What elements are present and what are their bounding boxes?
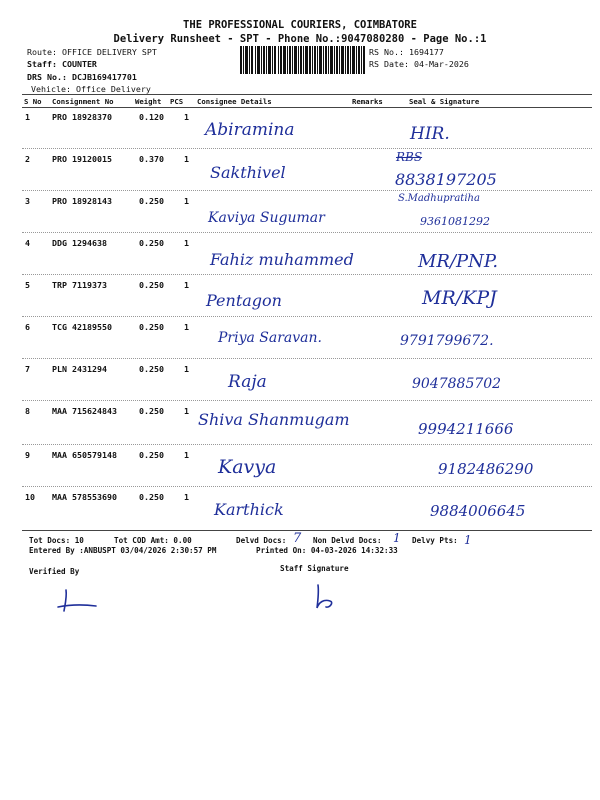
row-sno: 4: [25, 238, 30, 248]
row-sno: 5: [25, 280, 30, 290]
header-top-rule: [22, 94, 592, 95]
row-weight: 0.250: [139, 238, 164, 248]
row-pcs: 1: [184, 364, 189, 374]
signature-handwriting: 9047885702: [412, 376, 502, 392]
signature-handwriting: 9791799672.: [400, 333, 494, 349]
signature-handwriting: HIR.: [410, 124, 450, 144]
drs-number: DRS No.: DCJB169417701: [27, 72, 137, 82]
row-sno: 9: [25, 450, 30, 460]
printed-on: Printed On: 04-03-2026 14:32:33: [256, 546, 398, 555]
col-pcs: PCS: [170, 97, 184, 106]
row-pcs: 1: [184, 492, 189, 502]
row-consignment: TCG 42189550: [52, 322, 112, 332]
consignee-handwriting: Kavya: [218, 456, 277, 478]
delivered-docs-handwriting: 7: [293, 531, 302, 546]
row-weight: 0.250: [139, 492, 164, 502]
col-consignee: Consignee Details: [197, 97, 272, 106]
col-remarks: Remarks: [352, 97, 383, 106]
non-delivered-docs-label: Non Delvd Docs:: [313, 536, 382, 545]
signature-handwriting: 8838197205: [395, 170, 497, 189]
row-sno: 8: [25, 406, 30, 416]
row-divider: [22, 400, 592, 401]
header-bottom-rule: [22, 107, 592, 108]
row-weight: 0.250: [139, 196, 164, 206]
row-divider: [22, 190, 592, 191]
row-pcs: 1: [184, 406, 189, 416]
barcode: [240, 46, 365, 74]
route-label: Route: OFFICE DELIVERY SPT: [27, 47, 157, 57]
entered-by: Entered By :ANBUSPT 03/04/2026 2:30:57 PM: [29, 546, 217, 555]
company-name: THE PROFESSIONAL COURIERS, COIMBATORE: [183, 19, 417, 31]
row-pcs: 1: [184, 280, 189, 290]
consignee-handwriting: Sakthivel: [210, 163, 286, 182]
row-consignment: MAA 715624843: [52, 406, 117, 416]
consignee-handwriting: Abiramina: [205, 120, 295, 140]
runsheet-title: Delivery Runsheet - SPT - Phone No.:9047080280 - Page No.:1: [113, 33, 487, 45]
total-docs: Tot Docs: 10: [29, 536, 84, 545]
row-divider: [22, 316, 592, 317]
row-consignment: MAA 578553690: [52, 492, 117, 502]
row-weight: 0.120: [139, 112, 164, 122]
signature-handwriting: MR/PNP.: [418, 251, 499, 272]
row-pcs: 1: [184, 450, 189, 460]
staff-signature-label: Staff Signature: [280, 564, 349, 573]
row-sno: 10: [25, 492, 35, 502]
delivery-points-handwriting: 1: [464, 533, 472, 547]
row-divider: [22, 274, 592, 275]
row-consignment: PRO 18928370: [52, 112, 112, 122]
consignee-handwriting: Fahiz muhammed: [210, 250, 354, 269]
delivery-points-label: Delvy Pts:: [412, 536, 458, 545]
row-sno: 1: [25, 112, 30, 122]
row-divider: [22, 148, 592, 149]
signature-handwriting: 9994211666: [418, 420, 514, 438]
signature-scribble: RBS: [396, 150, 423, 164]
row-pcs: 1: [184, 322, 189, 332]
row-weight: 0.250: [139, 364, 164, 374]
verified-by-signature: [56, 585, 104, 615]
verified-by-label: Verified By: [29, 567, 80, 576]
rs-number: RS No.: 1694177: [369, 47, 444, 57]
row-divider: [22, 358, 592, 359]
row-consignment: PLN 2431294: [52, 364, 107, 374]
row-weight: 0.250: [139, 406, 164, 416]
delivered-docs-label: Delvd Docs:: [236, 536, 287, 545]
row-consignment: TRP 7119373: [52, 280, 107, 290]
signature-handwriting: 9884006645: [430, 502, 526, 520]
row-divider: [22, 444, 592, 445]
col-consignment: Consignment No: [52, 97, 114, 106]
row-sno: 6: [25, 322, 30, 332]
row-pcs: 1: [184, 112, 189, 122]
row-weight: 0.250: [139, 280, 164, 290]
consignee-handwriting: Kaviya Sugumar: [208, 210, 325, 226]
row-consignment: PRO 19120015: [52, 154, 112, 164]
col-signature: Seal & Signature: [409, 97, 480, 106]
signature-handwriting: 9182486290: [438, 460, 534, 478]
row-pcs: 1: [184, 196, 189, 206]
row-sno: 2: [25, 154, 30, 164]
consignee-handwriting: Shiva Shanmugam: [198, 410, 350, 429]
consignee-handwriting: Karthick: [214, 500, 284, 519]
col-weight: Weight: [135, 97, 162, 106]
row-divider: [22, 232, 592, 233]
row-divider: [22, 486, 592, 487]
non-delivered-docs-handwriting: 1: [393, 531, 401, 545]
row-weight: 0.370: [139, 154, 164, 164]
row-consignment: MAA 650579148: [52, 450, 117, 460]
row-consignment: PRO 18928143: [52, 196, 112, 206]
vehicle-label: Vehicle: Office Delivery: [31, 84, 151, 94]
consignee-handwriting: Pentagon: [206, 291, 282, 310]
row-weight: 0.250: [139, 322, 164, 332]
rs-date: RS Date: 04-Mar-2026: [369, 59, 469, 69]
row-pcs: 1: [184, 238, 189, 248]
row-pcs: 1: [184, 154, 189, 164]
col-sno: S No: [24, 97, 42, 106]
table-bottom-rule: [22, 530, 592, 531]
signature-handwriting: 9361081292: [420, 215, 490, 228]
signature-name-handwriting: S.Madhupratiha: [398, 193, 480, 204]
consignee-handwriting: Priya Saravan.: [218, 330, 322, 346]
staff-signature: [310, 582, 346, 614]
row-sno: 3: [25, 196, 30, 206]
signature-handwriting: MR/KPJ: [422, 287, 497, 309]
row-sno: 7: [25, 364, 30, 374]
row-weight: 0.250: [139, 450, 164, 460]
consignee-handwriting: Raja: [228, 372, 267, 392]
staff-label: Staff: COUNTER: [27, 59, 97, 69]
total-cod: Tot COD Amt: 0.00: [114, 536, 192, 545]
row-consignment: DDG 1294638: [52, 238, 107, 248]
